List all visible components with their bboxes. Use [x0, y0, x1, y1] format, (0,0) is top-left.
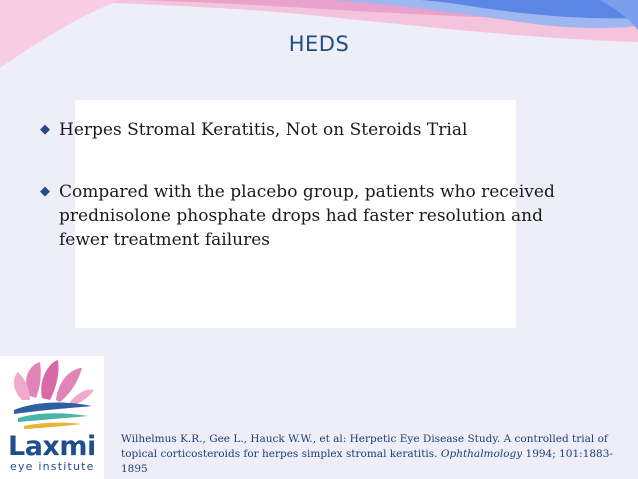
citation-details: 1994; 101:1883-1895 [121, 448, 613, 475]
bullet-icon: ◆ [40, 184, 50, 199]
citation [121, 432, 626, 477]
lotus-icon [0, 356, 104, 432]
citation-text: Wilhelmus K.R., Gee L., Hauck W.W., et al: Herpetic Eye Disease Study. A controlled trial of topical corticosteroids for herpes simplex stromal keratitis. [121, 433, 608, 460]
bullet-item [40, 118, 589, 142]
citation-journal: Ophthalmology [440, 448, 523, 460]
bullet-item [40, 180, 589, 252]
logo-brand-text: Laxmi [8, 431, 96, 462]
bullet-text: Compared with the placebo group, patients who received prednisolone phosphate drops had faster resolution and fewer treatment failures [59, 182, 555, 250]
logo-subtitle: eye institute [10, 460, 95, 473]
slide-title: HEDS [288, 32, 350, 56]
bullet-icon: ◆ [40, 122, 50, 137]
bullet-text: Herpes Stromal Keratitis, Not on Steroids Trial [59, 120, 468, 140]
laxmi-logo [0, 356, 104, 479]
